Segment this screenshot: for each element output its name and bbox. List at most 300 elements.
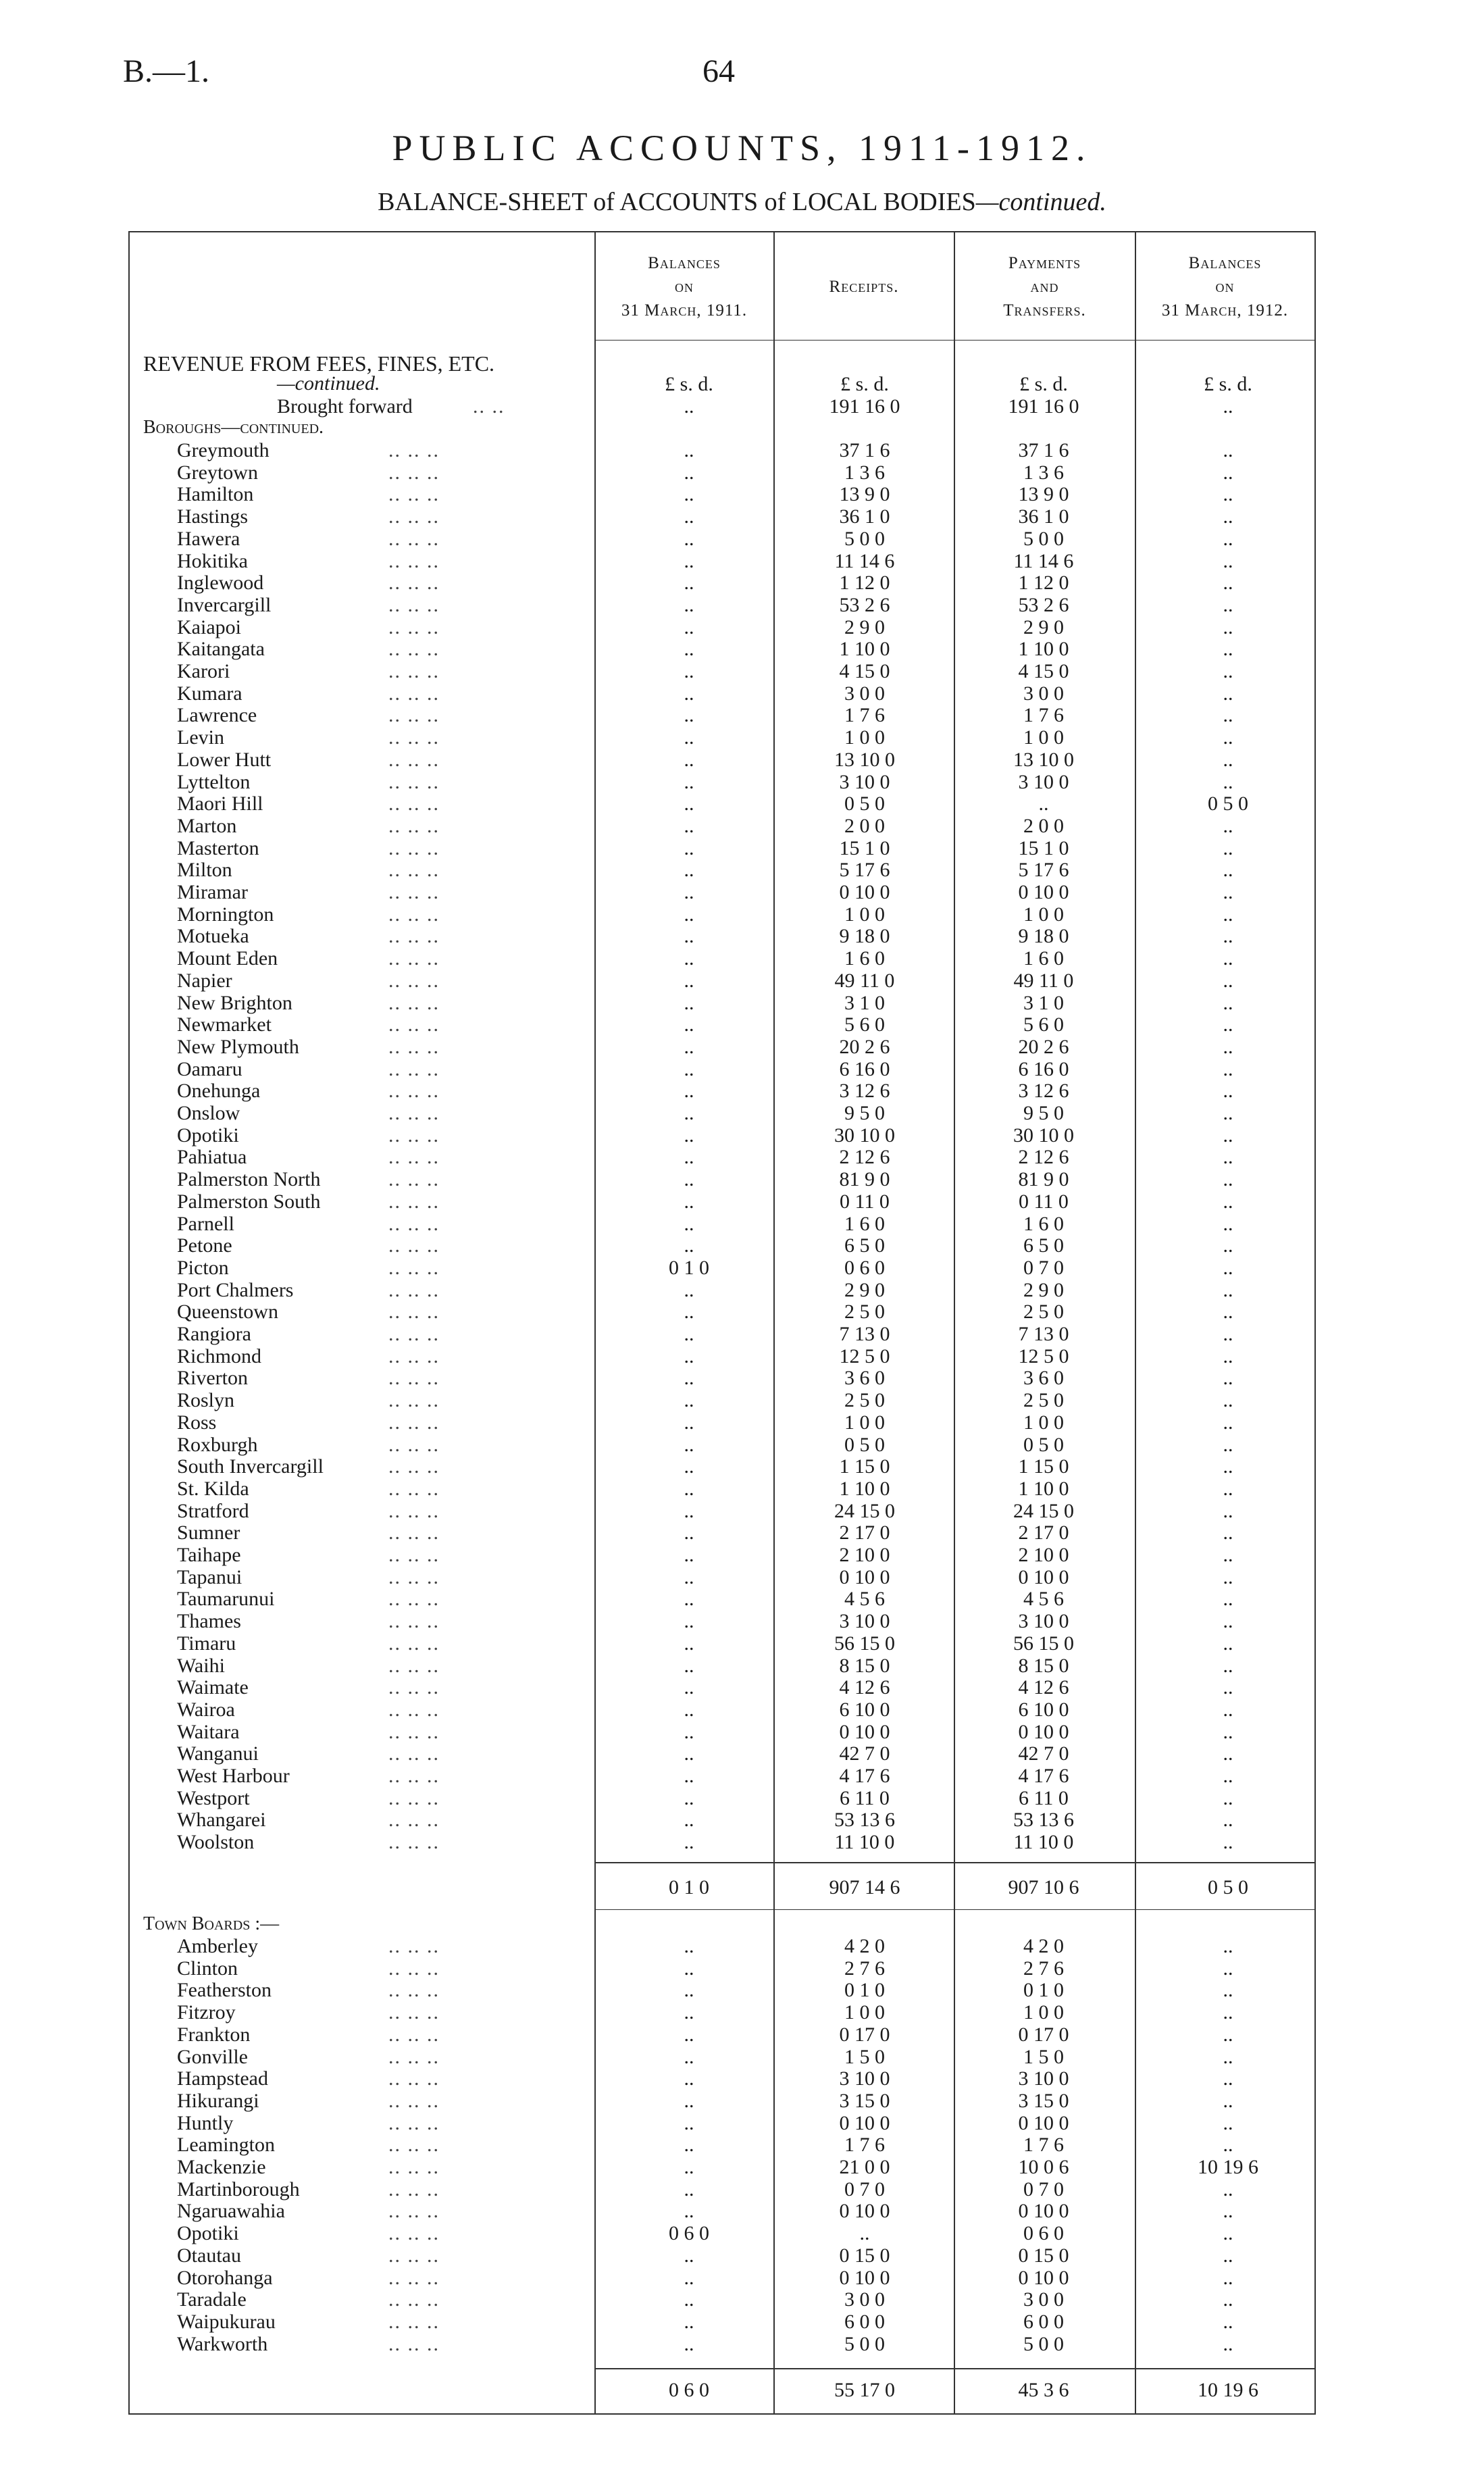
borough-row <box>0 1478 1484 1500</box>
currency-unit: £ s. d. <box>1019 373 1068 395</box>
town-board-balance-1911: .. <box>684 2023 694 2046</box>
town-board-balance-1912: .. <box>1223 2111 1233 2134</box>
borough-name: Hamilton <box>177 483 254 506</box>
borough-balance-1911: .. <box>684 1433 694 1456</box>
borough-receipts: 2 5 0 <box>844 1301 885 1324</box>
town-board-balance-1911: .. <box>684 2134 694 2157</box>
borough-receipts: 1 10 0 <box>839 638 890 661</box>
borough-name: Riverton <box>177 1367 248 1390</box>
leader-dots: .. .. .. <box>388 1786 440 1809</box>
leader-dots: .. .. .. <box>388 2134 440 2157</box>
town-board-balance-1911: .. <box>684 2178 694 2200</box>
borough-receipts: 9 5 0 <box>844 1102 885 1124</box>
borough-receipts: 0 10 0 <box>839 1565 890 1588</box>
borough-balance-1912: .. <box>1223 615 1233 638</box>
town-board-receipts: 6 0 0 <box>844 2310 885 2333</box>
borough-row <box>0 1832 1484 1853</box>
boroughs-total-receipts: 907 14 6 <box>829 1876 900 1898</box>
borough-receipts: 3 1 0 <box>844 991 885 1014</box>
borough-receipts: 3 6 0 <box>844 1367 885 1390</box>
borough-row <box>0 1809 1484 1831</box>
borough-receipts: 1 0 0 <box>844 1411 885 1434</box>
borough-name: Pahiatua <box>177 1146 247 1169</box>
borough-receipts: 5 17 6 <box>839 859 890 882</box>
leader-dots: .. .. .. <box>388 1080 440 1103</box>
section-continued: —continued. <box>277 372 380 395</box>
borough-row <box>0 705 1484 726</box>
borough-balance-1912: .. <box>1223 947 1233 970</box>
town-board-name: Amberley <box>177 1935 258 1957</box>
borough-receipts: 4 17 6 <box>839 1765 890 1787</box>
leader-dots: .. .. .. <box>388 1168 440 1191</box>
town-board-payments: 0 15 0 <box>1018 2244 1069 2267</box>
leader-dots: .. .. .. <box>388 2200 440 2223</box>
leader-dots: .. .. .. <box>388 2266 440 2289</box>
borough-payments: 4 17 6 <box>1018 1765 1069 1787</box>
town-boards-total-row <box>0 2380 1484 2401</box>
borough-receipts: 5 6 0 <box>844 1013 885 1036</box>
leader-dots: .. .. .. <box>388 2001 440 2024</box>
borough-balance-1911: .. <box>684 1190 694 1213</box>
town-board-receipts: 0 15 0 <box>839 2244 890 2267</box>
borough-name: New Brighton <box>177 991 292 1014</box>
leader-dots: .. .. .. <box>388 1455 440 1478</box>
leader-dots: .. .. .. <box>388 969 440 992</box>
borough-row <box>0 595 1484 616</box>
borough-receipts: 0 5 0 <box>844 792 885 815</box>
currency-unit: £ s. d. <box>1204 373 1252 395</box>
town-board-row <box>0 2046 1484 2068</box>
town-board-balance-1912: .. <box>1223 2288 1233 2311</box>
borough-balance-1912: .. <box>1223 704 1233 727</box>
borough-payments: 49 11 0 <box>1013 969 1074 992</box>
column-header-receipts: Receipts. <box>829 278 899 296</box>
borough-row <box>0 859 1484 881</box>
borough-row <box>0 1367 1484 1389</box>
leader-dots: .. .. .. <box>388 1344 440 1367</box>
borough-balance-1912: .. <box>1223 461 1233 484</box>
borough-row <box>0 948 1484 970</box>
leader-dots: .. .. .. <box>388 1809 440 1832</box>
borough-balance-1912: .. <box>1223 1411 1233 1434</box>
town-board-payments: 10 0 6 <box>1018 2156 1069 2178</box>
town-board-balance-1911: .. <box>684 1957 694 1980</box>
town-board-receipts: 0 10 0 <box>839 2200 890 2223</box>
borough-receipts: 7 13 0 <box>839 1323 890 1345</box>
borough-receipts: 20 2 6 <box>839 1035 890 1058</box>
leader-dots: .. .. .. <box>388 2156 440 2178</box>
borough-row <box>0 1191 1484 1213</box>
borough-balance-1911: .. <box>684 1234 694 1257</box>
borough-name: Inglewood <box>177 572 264 595</box>
borough-name: Waimate <box>177 1676 249 1699</box>
borough-name: Kumara <box>177 682 242 705</box>
borough-row <box>0 1080 1484 1102</box>
leader-dots: .. .. .. <box>388 660 440 682</box>
borough-balance-1911: .. <box>684 748 694 771</box>
document-code: B.—1. <box>123 53 210 89</box>
town-board-payments: 3 0 0 <box>1023 2288 1064 2311</box>
borough-name: Rangiora <box>177 1323 251 1345</box>
borough-row <box>0 1014 1484 1036</box>
borough-name: Miramar <box>177 881 248 903</box>
borough-balance-1912: .. <box>1223 1367 1233 1390</box>
borough-receipts: 30 10 0 <box>834 1124 895 1147</box>
borough-row <box>0 1280 1484 1301</box>
leader-dots: .. .. .. <box>388 1057 440 1080</box>
section-title: REVENUE FROM FEES, FINES, ETC. <box>143 351 495 376</box>
leader-dots: .. .. .. <box>388 615 440 638</box>
borough-row <box>0 506 1484 528</box>
bf-balance-1912: .. <box>1223 395 1233 418</box>
borough-payments: 4 15 0 <box>1018 660 1069 682</box>
borough-receipts: 1 6 0 <box>844 1212 885 1235</box>
borough-row <box>0 1501 1484 1522</box>
borough-balance-1912: .. <box>1223 881 1233 903</box>
town-board-payments: 5 0 0 <box>1023 2332 1064 2355</box>
borough-name: Sumner <box>177 1521 240 1544</box>
town-board-row <box>0 2179 1484 2200</box>
leader-dots: .. .. .. <box>388 947 440 970</box>
borough-balance-1911: .. <box>684 1102 694 1124</box>
borough-balance-1912: .. <box>1223 1676 1233 1699</box>
borough-balance-1911: .. <box>684 1212 694 1235</box>
boroughs-total-payments: 907 10 6 <box>1008 1876 1079 1898</box>
subtotal-rule <box>596 1862 1314 1863</box>
town-board-row <box>0 2200 1484 2222</box>
boroughs-total-rule <box>596 1909 1314 1910</box>
borough-receipts: 2 5 0 <box>844 1389 885 1412</box>
borough-name: Lower Hutt <box>177 748 272 771</box>
town-board-balance-1912: .. <box>1223 2200 1233 2223</box>
leader-dots: .. .. .. <box>388 1565 440 1588</box>
borough-name: Kaitangata <box>177 638 265 661</box>
borough-name: Roxburgh <box>177 1433 258 1456</box>
borough-row <box>0 1699 1484 1721</box>
leader-dots: .. .. .. <box>388 2111 440 2134</box>
borough-row <box>0 1125 1484 1147</box>
town-board-balance-1912: .. <box>1223 2266 1233 2289</box>
town-board-row <box>0 2134 1484 2156</box>
town-board-row <box>0 2289 1484 2311</box>
borough-name: Greymouth <box>177 439 270 461</box>
borough-payments: 6 11 0 <box>1019 1786 1069 1809</box>
borough-payments: 13 10 0 <box>1013 748 1074 771</box>
borough-receipts: 1 0 0 <box>844 903 885 926</box>
town-board-receipts: 0 10 0 <box>839 2266 890 2289</box>
borough-payments: 4 12 6 <box>1018 1676 1069 1699</box>
borough-row <box>0 1257 1484 1279</box>
leader-dots: .. .. .. <box>388 1544 440 1566</box>
borough-balance-1912: .. <box>1223 748 1233 771</box>
borough-balance-1912: .. <box>1223 1301 1233 1324</box>
borough-payments: 6 10 0 <box>1018 1698 1069 1721</box>
borough-name: Stratford <box>177 1499 249 1522</box>
page-title: PUBLIC ACCOUNTS, 1911-1912. <box>392 128 1092 168</box>
borough-row <box>0 1456 1484 1478</box>
borough-balance-1912: .. <box>1223 1610 1233 1633</box>
leader-dots: .. .. .. <box>388 1124 440 1147</box>
town-board-payments: 0 10 0 <box>1018 2266 1069 2289</box>
borough-balance-1912: .. <box>1223 1831 1233 1854</box>
leader-dots: .. .. .. <box>388 2178 440 2200</box>
leader-dots: .. .. .. <box>388 1433 440 1456</box>
brought-forward-label: Brought forward <box>277 395 413 418</box>
town-board-payments: 0 17 0 <box>1018 2023 1069 2046</box>
town-board-receipts: .. <box>859 2222 870 2245</box>
borough-name: Ross <box>177 1411 217 1434</box>
borough-receipts: 13 10 0 <box>834 748 895 771</box>
borough-balance-1912: 0 5 0 <box>1208 792 1248 815</box>
borough-row <box>0 1788 1484 1809</box>
borough-row <box>0 1655 1484 1677</box>
borough-receipts: 3 10 0 <box>839 770 890 793</box>
borough-balance-1911: .. <box>684 1344 694 1367</box>
borough-row <box>0 638 1484 660</box>
leader-dots: .. .. .. <box>388 483 440 506</box>
town-board-name: Taradale <box>177 2288 247 2311</box>
borough-receipts: 13 9 0 <box>839 483 890 506</box>
borough-receipts: 9 18 0 <box>839 925 890 948</box>
town-board-balance-1911: .. <box>684 2200 694 2223</box>
town-board-row <box>0 1958 1484 1980</box>
town-boards-label: Town Boards :— <box>143 1913 280 1934</box>
borough-payments: 53 13 6 <box>1013 1809 1074 1832</box>
town-board-name: Warkworth <box>177 2332 268 2355</box>
borough-balance-1912: .. <box>1223 1544 1233 1566</box>
borough-row <box>0 772 1484 793</box>
borough-name: Roslyn <box>177 1389 235 1412</box>
borough-balance-1911: .. <box>684 1301 694 1324</box>
borough-balance-1911: .. <box>684 527 694 550</box>
town-board-name: Otorohanga <box>177 2266 273 2289</box>
borough-row <box>0 1301 1484 1323</box>
town-board-name: Otautau <box>177 2244 241 2267</box>
borough-balance-1912: .. <box>1223 770 1233 793</box>
borough-name: Hastings <box>177 505 248 528</box>
borough-receipts: 3 0 0 <box>844 682 885 705</box>
borough-balance-1911: .. <box>684 1499 694 1522</box>
borough-balance-1911: .. <box>684 549 694 572</box>
borough-balance-1912: .. <box>1223 1389 1233 1412</box>
town-board-payments: 0 6 0 <box>1023 2222 1064 2245</box>
town-total-payments: 45 3 6 <box>1018 2379 1069 2401</box>
borough-row <box>0 992 1484 1014</box>
borough-balance-1912: .. <box>1223 991 1233 1014</box>
borough-balance-1912: .. <box>1223 1521 1233 1544</box>
leader-dots: .. .. .. <box>388 2089 440 2112</box>
borough-payments: 24 15 0 <box>1013 1499 1074 1522</box>
borough-payments: .. <box>1038 792 1049 815</box>
borough-payments: 1 12 0 <box>1018 572 1069 595</box>
leader-dots: .. .. .. <box>388 1389 440 1412</box>
subtitle-main: BALANCE-SHEET of ACCOUNTS of LOCAL BODIES <box>378 188 976 216</box>
borough-balance-1912: .. <box>1223 638 1233 661</box>
table-top-rule <box>128 231 1316 232</box>
borough-row <box>0 1677 1484 1698</box>
borough-receipts: 4 12 6 <box>839 1676 890 1699</box>
boroughs-total-balance-1911: 0 1 0 <box>669 1876 709 1898</box>
borough-name: Timaru <box>177 1632 236 1655</box>
borough-row <box>0 1522 1484 1544</box>
leader-dots: .. .. .. <box>388 1720 440 1743</box>
borough-row <box>0 484 1484 505</box>
borough-receipts: 3 12 6 <box>839 1080 890 1103</box>
borough-row <box>0 1346 1484 1367</box>
town-board-name: Hampstead <box>177 2067 268 2090</box>
borough-payments: 12 5 0 <box>1018 1344 1069 1367</box>
borough-row <box>0 1567 1484 1588</box>
town-board-balance-1911: .. <box>684 2001 694 2024</box>
leader-dots: .. .. .. <box>388 2222 440 2245</box>
leader-dots: .. .. .. <box>388 1765 440 1787</box>
borough-balance-1911: .. <box>684 1411 694 1434</box>
town-board-receipts: 0 17 0 <box>839 2023 890 2046</box>
borough-name: Taihape <box>177 1544 241 1566</box>
borough-name: Napier <box>177 969 232 992</box>
town-board-name: Martinborough <box>177 2178 300 2200</box>
borough-row <box>0 1390 1484 1411</box>
borough-balance-1911: .. <box>684 461 694 484</box>
borough-row <box>0 440 1484 461</box>
borough-receipts: 0 11 0 <box>840 1190 890 1213</box>
borough-row <box>0 815 1484 837</box>
borough-receipts: 49 11 0 <box>834 969 895 992</box>
borough-balance-1911: .. <box>684 1323 694 1345</box>
town-board-balance-1912: 10 19 6 <box>1198 2156 1258 2178</box>
borough-payments: 3 10 0 <box>1018 1610 1069 1633</box>
borough-balance-1912: .. <box>1223 1124 1233 1147</box>
leader-dots: .. .. .. <box>388 1301 440 1324</box>
borough-receipts: 53 2 6 <box>839 593 890 616</box>
borough-balance-1912: .. <box>1223 836 1233 859</box>
borough-payments: 2 17 0 <box>1018 1521 1069 1544</box>
leader-dots: .. .. .. <box>388 770 440 793</box>
borough-balance-1911: .. <box>684 1742 694 1765</box>
town-board-balance-1912: .. <box>1223 2222 1233 2245</box>
borough-payments: 3 12 6 <box>1018 1080 1069 1103</box>
town-board-name: Clinton <box>177 1957 238 1980</box>
borough-payments: 2 0 0 <box>1023 814 1064 837</box>
leader-dots: .. .. .. <box>388 1190 440 1213</box>
borough-balance-1912: .. <box>1223 814 1233 837</box>
town-board-balance-1911: .. <box>684 2332 694 2355</box>
borough-balance-1911: .. <box>684 1676 694 1699</box>
leader-dots: .. .. .. <box>388 1588 440 1611</box>
borough-receipts: 2 9 0 <box>844 615 885 638</box>
borough-receipts: 6 5 0 <box>844 1234 885 1257</box>
borough-row <box>0 1036 1484 1058</box>
borough-row <box>0 1324 1484 1345</box>
borough-payments: 1 6 0 <box>1023 1212 1064 1235</box>
borough-name: St. Kilda <box>177 1477 249 1500</box>
borough-payments: 6 5 0 <box>1023 1234 1064 1257</box>
borough-balance-1911: .. <box>684 969 694 992</box>
leader-dots: .. .. .. <box>388 1831 440 1854</box>
borough-payments: 1 3 6 <box>1023 461 1064 484</box>
borough-receipts: 5 0 0 <box>844 527 885 550</box>
town-board-name: Featherston <box>177 1979 272 2002</box>
borough-name: Woolston <box>177 1831 255 1854</box>
town-board-row <box>0 2157 1484 2178</box>
borough-balance-1911: .. <box>684 505 694 528</box>
town-board-balance-1911: .. <box>684 2266 694 2289</box>
borough-balance-1911: .. <box>684 1831 694 1854</box>
borough-receipts: 6 16 0 <box>839 1057 890 1080</box>
leader-dots: .. .. .. <box>388 836 440 859</box>
borough-receipts: 2 9 0 <box>844 1278 885 1301</box>
borough-payments: 8 15 0 <box>1018 1654 1069 1677</box>
borough-row <box>0 1765 1484 1787</box>
borough-row <box>0 617 1484 638</box>
leader-dots: .. .. .. <box>388 1146 440 1169</box>
borough-balance-1912: .. <box>1223 1698 1233 1721</box>
brought-forward-row <box>0 396 1484 418</box>
leader-dots: .. .. .. <box>388 1367 440 1390</box>
borough-balance-1911: .. <box>684 1521 694 1544</box>
leader-dots: .. .. .. <box>388 439 440 461</box>
town-board-payments: 3 10 0 <box>1018 2067 1069 2090</box>
borough-payments: 0 10 0 <box>1018 881 1069 903</box>
borough-balance-1911: .. <box>684 1565 694 1588</box>
bf-receipts: 191 16 0 <box>829 395 900 418</box>
town-board-receipts: 1 7 6 <box>844 2134 885 2157</box>
leader-dots: .. .. .. <box>388 704 440 727</box>
borough-name: Maori Hill <box>177 792 263 815</box>
borough-payments: 3 1 0 <box>1023 991 1064 1014</box>
leader-dots: .. .. .. <box>388 527 440 550</box>
borough-balance-1911: .. <box>684 859 694 882</box>
borough-payments: 15 1 0 <box>1018 836 1069 859</box>
borough-balance-1911: .. <box>684 1013 694 1036</box>
borough-payments: 3 0 0 <box>1023 682 1064 705</box>
currency-unit: £ s. d. <box>840 373 889 395</box>
borough-payments: 1 0 0 <box>1023 903 1064 926</box>
town-board-balance-1912: .. <box>1223 2045 1233 2068</box>
borough-name: Picton <box>177 1256 229 1279</box>
borough-name: Marton <box>177 814 237 837</box>
borough-balance-1911: .. <box>684 1654 694 1677</box>
borough-balance-1912: .. <box>1223 1035 1233 1058</box>
borough-balance-1912: .. <box>1223 1057 1233 1080</box>
town-board-balance-1911: .. <box>684 2310 694 2333</box>
borough-balance-1911: .. <box>684 792 694 815</box>
borough-row <box>0 1588 1484 1610</box>
borough-receipts: 0 5 0 <box>844 1433 885 1456</box>
borough-balance-1911: .. <box>684 660 694 682</box>
borough-balance-1911: .. <box>684 1786 694 1809</box>
borough-balance-1911: .. <box>684 1035 694 1058</box>
leader-dots: .. .. .. <box>388 859 440 882</box>
borough-balance-1911: .. <box>684 770 694 793</box>
town-board-row <box>0 2223 1484 2244</box>
leader-dots: .. .. .. <box>388 2310 440 2333</box>
borough-balance-1911: .. <box>684 572 694 595</box>
borough-payments: 36 1 0 <box>1018 505 1069 528</box>
leader-dots: .. .. .. <box>388 1957 440 1980</box>
borough-balance-1912: .. <box>1223 549 1233 572</box>
borough-balance-1911: .. <box>684 1124 694 1147</box>
borough-balance-1912: .. <box>1223 726 1233 749</box>
borough-payments: 1 10 0 <box>1018 638 1069 661</box>
town-board-row <box>0 2334 1484 2355</box>
borough-receipts: 2 0 0 <box>844 814 885 837</box>
borough-balance-1911: .. <box>684 1632 694 1655</box>
town-board-balance-1912: .. <box>1223 1979 1233 2002</box>
borough-row <box>0 1235 1484 1257</box>
borough-balance-1911: .. <box>684 483 694 506</box>
town-board-payments: 1 0 0 <box>1023 2001 1064 2024</box>
